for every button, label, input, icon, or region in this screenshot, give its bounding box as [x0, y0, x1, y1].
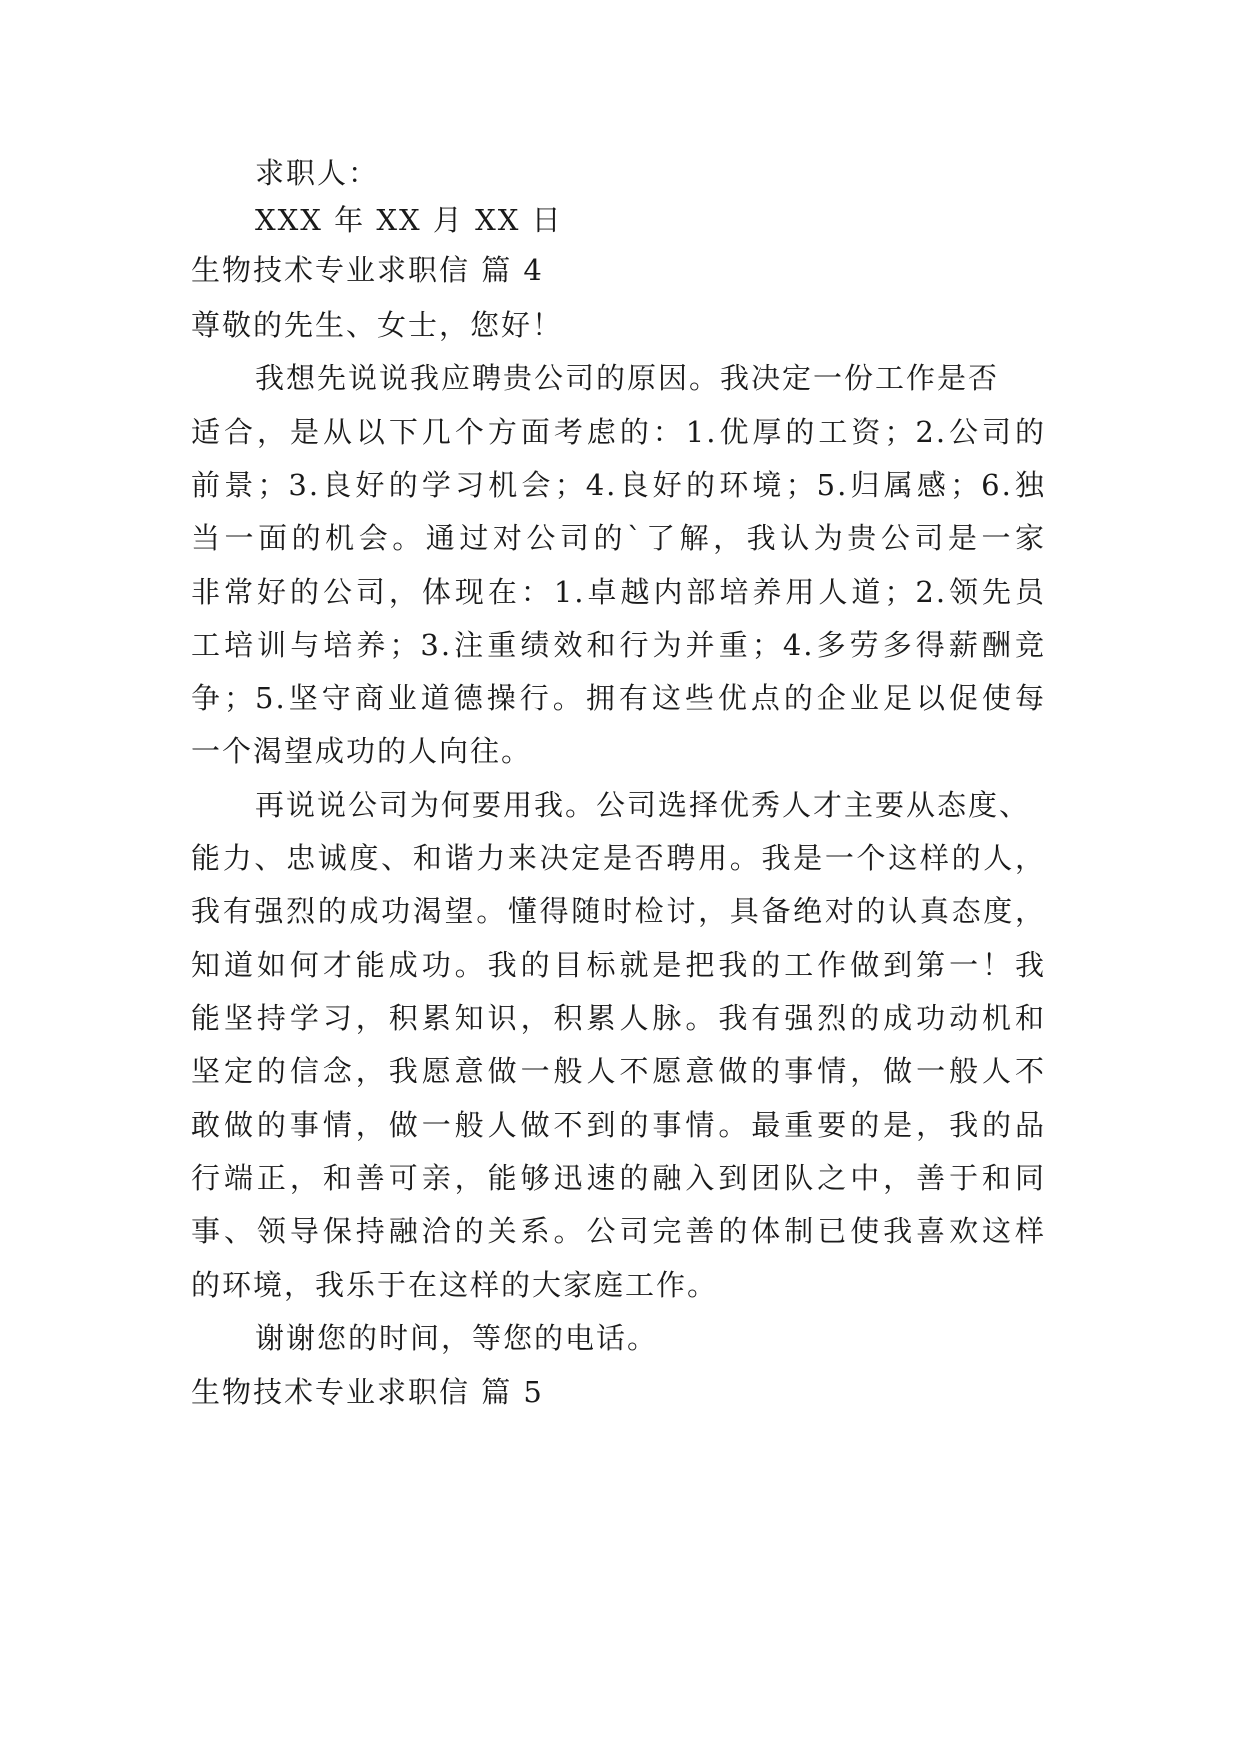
para1-line: 前景；3.良好的学习机会；4.良好的环境；5.归属感；6.独: [191, 468, 1046, 502]
para2-line: 行端正，和善可亲，能够迅速的融入到团队之中，善于和同: [191, 1161, 1046, 1195]
para2-line: 能力、忠诚度、和谐力来决定是否聘用。我是一个这样的人，: [191, 841, 1046, 875]
para1-line: 争；5.坚守商业道德操行。拥有这些优点的企业足以促使每: [191, 681, 1046, 715]
para2-line: 我有强烈的成功渴望。懂得随时检讨，具备绝对的认真态度，: [191, 894, 1046, 928]
para2-line: 再说说公司为何要用我。公司选择优秀人才主要从态度、: [255, 788, 1031, 822]
signature-date: XXX 年 XX 月 XX 日: [255, 203, 563, 237]
applicant-label: 求职人：: [255, 156, 380, 190]
para1-line: 一个渴望成功的人向往。: [191, 734, 533, 768]
para2-line: 的环境，我乐于在这样的大家庭工作。: [191, 1268, 719, 1302]
salutation: 尊敬的先生、女士，您好！: [191, 308, 564, 342]
para2-line: 知道如何才能成功。我的目标就是把我的工作做到第一！我: [191, 948, 1046, 982]
para1-line: 适合，是从以下几个方面考虑的：1.优厚的工资；2.公司的: [191, 415, 1046, 449]
para1-line: 非常好的公司，体现在：1.卓越内部培养用人道；2.领先员: [191, 575, 1046, 609]
para2-line: 能坚持学习，积累知识，积累人脉。我有强烈的成功动机和: [191, 1001, 1046, 1035]
para1-line: 当一面的机会。通过对公司的`了解，我认为贵公司是一家: [191, 521, 1046, 555]
para2-line: 坚定的信念，我愿意做一般人不愿意做的事情，做一般人不: [191, 1054, 1046, 1088]
para2-line: 事、领导保持融洽的关系。公司完善的体制已使我喜欢这样: [191, 1214, 1046, 1248]
para1-line: 我想先说说我应聘贵公司的原因。我决定一份工作是否: [255, 361, 1000, 395]
section-heading-4: 生物技术专业求职信 篇 4: [191, 253, 544, 287]
para1-line: 工培训与培养；3.注重绩效和行为并重；4.多劳多得薪酬竞: [191, 628, 1046, 662]
para2-line: 敢做的事情，做一般人做不到的事情。最重要的是，我的品: [191, 1108, 1046, 1142]
closing-line: 谢谢您的时间，等您的电话。: [255, 1321, 659, 1355]
section-heading-5: 生物技术专业求职信 篇 5: [191, 1375, 544, 1409]
